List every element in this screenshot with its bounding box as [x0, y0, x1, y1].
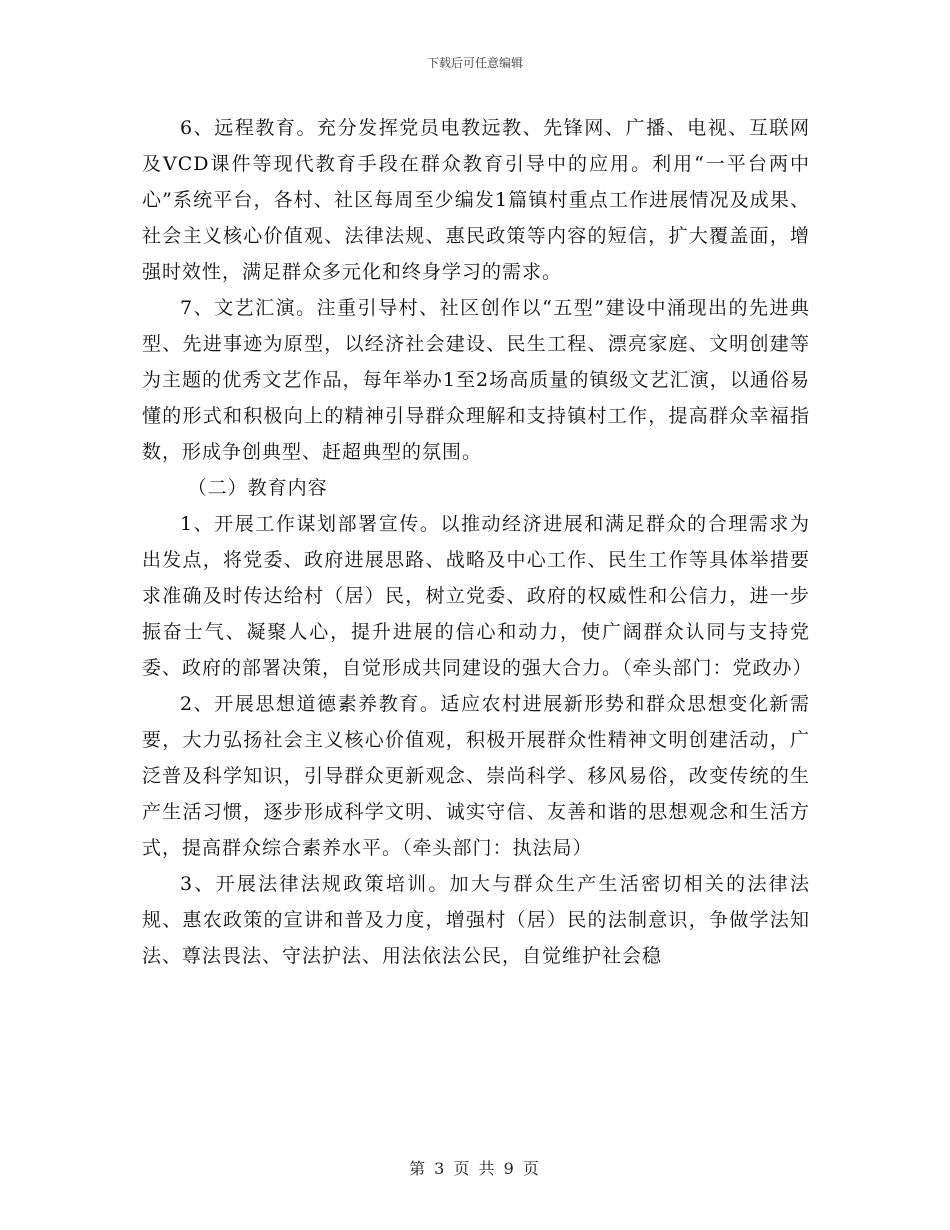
paragraph-law-training: 3、开展法律法规政策培训。加大与群众生产生活密切相关的法律法规、惠农政策的宣讲和普及力度，增强村（居）民的法制意识，争做学法知法、尊法畏法、守法护法、用法依法公民，自觉维护社会稳: [142, 873, 810, 967]
page-number-footer: 第 3 页 共 9 页: [409, 1159, 541, 1178]
paragraph-work-planning: 1、开展工作谋划部署宣传。以推动经济进展和满足群众的合理需求为出发点，将党委、政府进展思路、战略及中心工作、民生工作等具体举措要求准确及时传达给村（居）民，树立党委、政府的权威性和公信力，进一步振奋士气、凝聚人心，提升进展的信心和动力，使广阔群众认同与支持党委、政府的部署决策，自觉形成共同建设的强大合力。（牵头部门：党政办）: [142, 513, 813, 679]
paragraph-arts-performance: 7、文艺汇演。注重引导村、社区创作以“五型”建设中涌现出的先进典型、先进事迹为原型，以经济社会建设、民生工程、漂亮家庭、文明创建等为主题的优秀文艺作品，每年举办1至2场高质量的镇级文艺汇演，以通俗易懂的形式和积极向上的精神引导群众理解和支持镇村工作，提高群众幸福指数，形成争创典型、赶超典型的氛围。: [142, 297, 810, 463]
document-body: [142, 110, 813, 974]
page-header-note: 下载后可任意编辑: [426, 56, 523, 70]
paragraph-moral-education: 2、开展思想道德素养教育。适应农村进展新形势和群众思想变化新需要，大力弘扬社会主义核心价值观，积极开展群众性精神文明创建活动，广泛普及科学知识，引导群众更新观念、崇尚科学、移风易俗，改变传统的生产生活习惯，逐步形成科学文明、诚实守信、友善和谐的思想观念和生活方式，提高群众综合素养水平。（牵头部门：执法局）: [142, 693, 810, 859]
section-heading-education-content: （二）教育内容: [187, 477, 328, 499]
paragraph-remote-education: 6、远程教育。充分发挥党员电教远教、先锋网、广播、电视、互联网及VCD课件等现代教育手段在群众教育引导中的应用。利用“一平台两中心”系统平台，各村、社区每周至少编发1篇镇村重点工作进展情况及成果、社会主义核心价值观、法律法规、惠民政策等内容的短信，扩大覆盖面，增强时效性，满足群众多元化和终身学习的需求。: [142, 117, 810, 283]
